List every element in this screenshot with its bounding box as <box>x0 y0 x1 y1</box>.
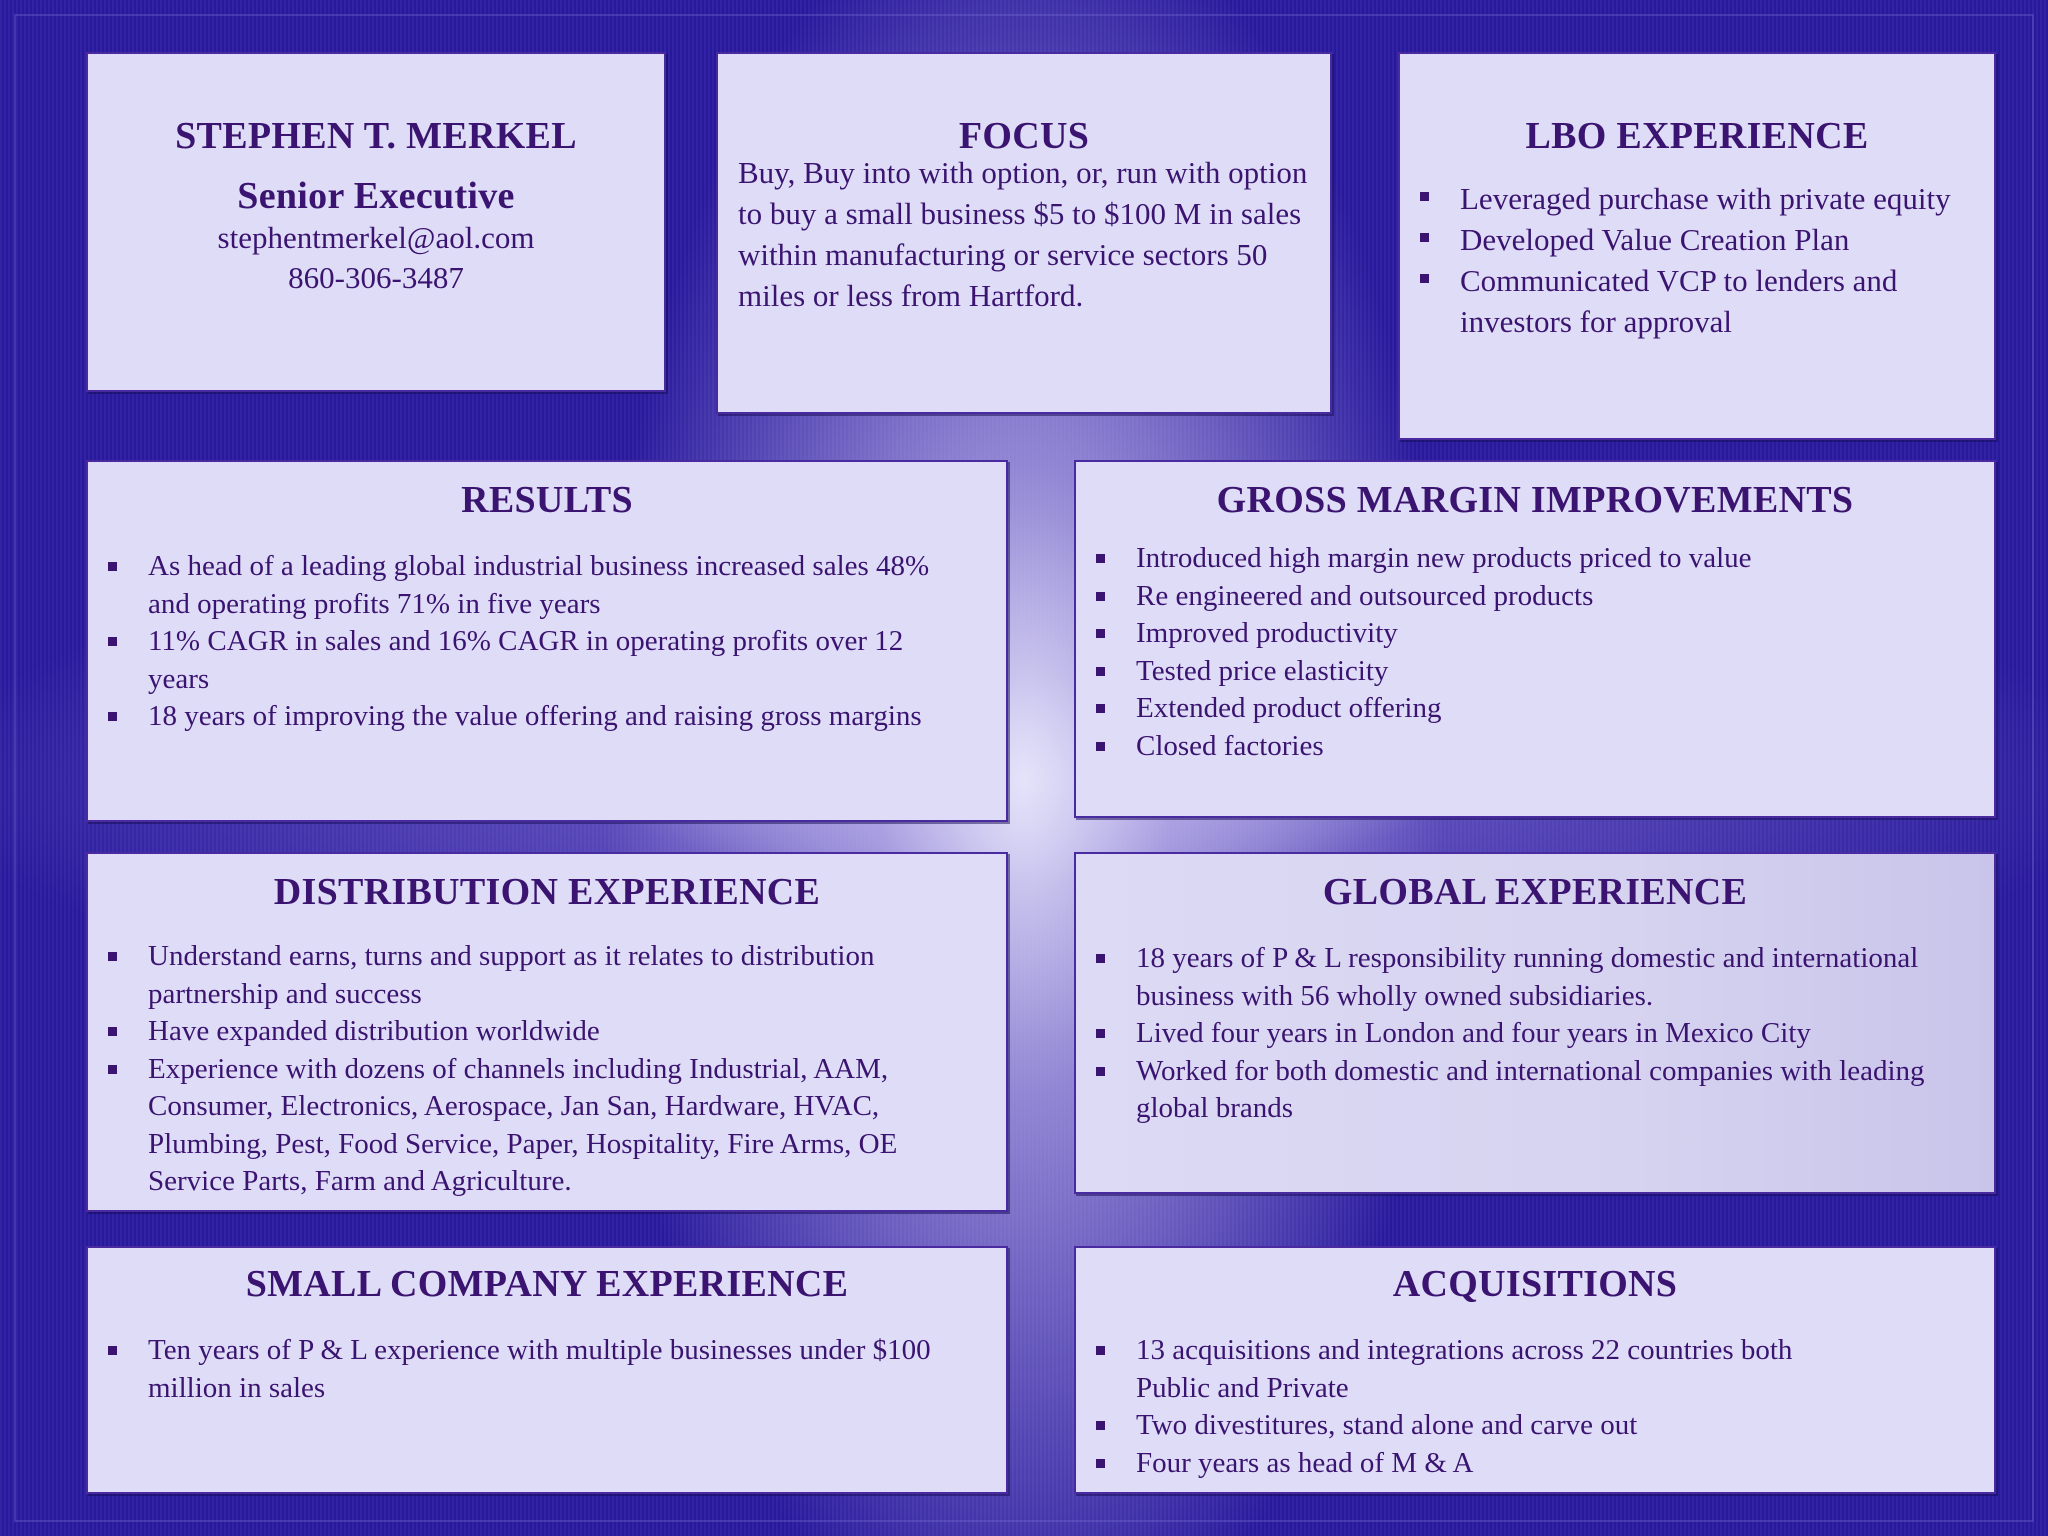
lbo-list <box>1400 178 1994 342</box>
global-panel <box>1074 852 1996 1194</box>
list-item: Closed factories <box>1076 728 1994 766</box>
results-panel <box>86 460 1008 822</box>
list-item: 18 years of improving the value offering and raising gross margins <box>88 698 946 736</box>
profile-phone: 860-306-3487 <box>288 260 464 295</box>
list-item: Communicated VCP to lenders and investors for approval <box>1400 260 1978 342</box>
list-item: Introduced high margin new products priced to value <box>1076 540 1994 578</box>
list-item: Have expanded distribution worldwide <box>88 1013 986 1051</box>
acquisitions-list <box>1076 1332 1994 1482</box>
profile-role: Senior Executive <box>237 175 515 217</box>
global-title: GLOBAL EXPERIENCE <box>1322 871 1748 913</box>
focus-panel <box>716 52 1332 414</box>
profile-name: STEPHEN T. MERKEL <box>175 115 577 157</box>
list-item: Tested price elasticity <box>1076 653 1994 691</box>
lbo-title: LBO EXPERIENCE <box>1525 115 1869 157</box>
gross-margin-list <box>1076 540 1994 765</box>
list-item: Experience with dozens of channels including Industrial, AAM, Consumer, Electronics, Aerospace, Jan San, Hardware, HVAC, Plumbing, Pest, Food Service, Paper, Hospitality, Fire Arms, OE Service Parts, Farm and Agriculture. <box>88 1051 986 1201</box>
focus-title: FOCUS <box>958 115 1090 157</box>
distribution-list <box>88 938 1006 1201</box>
list-item: 11% CAGR in sales and 16% CAGR in operating profits over 12 years <box>88 623 946 698</box>
list-item: Lived four years in London and four years in Mexico City <box>1076 1015 1934 1053</box>
list-item: Developed Value Creation Plan <box>1400 219 1978 260</box>
gross-margin-panel <box>1074 460 1996 818</box>
lbo-panel <box>1398 52 1996 440</box>
small-company-list <box>88 1332 1006 1407</box>
list-item: Improved productivity <box>1076 615 1994 653</box>
small-company-title: SMALL COMPANY EXPERIENCE <box>245 1263 849 1305</box>
results-title: RESULTS <box>461 479 633 521</box>
distribution-title: DISTRIBUTION EXPERIENCE <box>273 871 821 913</box>
list-item: Two divestitures, stand alone and carve out <box>1076 1407 1814 1445</box>
list-item: 18 years of P & L responsibility running domestic and international business with 56 wholly owned subsidiaries. <box>1076 940 1934 1015</box>
profile-email[interactable]: stephentmerkel@aol.com <box>217 220 535 255</box>
list-item: As head of a leading global industrial business increased sales 48% and operating profits 71% in five years <box>88 548 946 623</box>
focus-text: Buy, Buy into with option, or, run with option to buy a small business $5 to $100 M in sales within manufacturing or service sectors 50 miles or less from Hartford. <box>738 155 1308 313</box>
gross-margin-title: GROSS MARGIN IMPROVEMENTS <box>1216 479 1854 521</box>
distribution-panel <box>86 852 1008 1212</box>
acquisitions-title: ACQUISITIONS <box>1392 1263 1678 1305</box>
list-item: Worked for both domestic and international companies with leading global brands <box>1076 1053 1934 1128</box>
profile-panel <box>86 52 666 392</box>
results-list <box>88 548 1006 736</box>
list-item: Four years as head of M & A <box>1076 1445 1814 1483</box>
list-item: Understand earns, turns and support as it relates to distribution partnership and success <box>88 938 986 1013</box>
small-company-panel <box>86 1246 1008 1494</box>
list-item: Leveraged purchase with private equity <box>1400 178 1978 219</box>
global-list <box>1076 940 1994 1128</box>
list-item: Ten years of P & L experience with multiple businesses under $100 million in sales <box>88 1332 946 1407</box>
list-item: Extended product offering <box>1076 690 1994 728</box>
list-item: 13 acquisitions and integrations across 22 countries both Public and Private <box>1076 1332 1814 1407</box>
list-item: Re engineered and outsourced products <box>1076 578 1994 616</box>
acquisitions-panel <box>1074 1246 1996 1494</box>
